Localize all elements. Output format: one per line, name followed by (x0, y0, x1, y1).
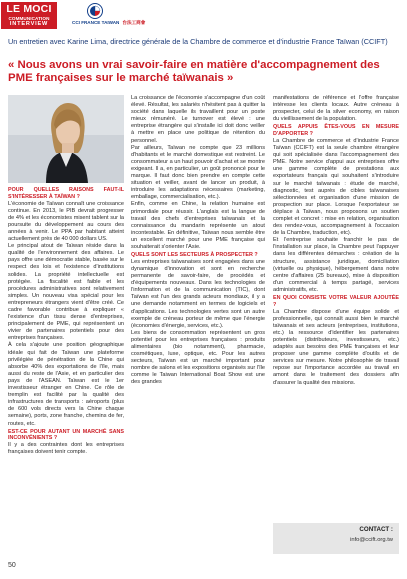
paragraph: L'économie de Taïwan connaît une croissance continue. En 2013, le PIB devrait progresser de 4% et les économistes misent tablent sur la poursuite du développement au cours des années à venir. Le PPA par habitant atteint actuellement près de 40 000 dollars US. (8, 200, 124, 243)
question-heading: EST-CE POUR AUTANT UN MARCHÉ SANS INCONVÉNIENTS ? (8, 428, 124, 442)
page-header (0, 0, 407, 34)
cci-emblem-icon (87, 3, 103, 19)
paragraph: Enfin, comme en Chine, la relation humaine est primordiale pour réussir. L'anglais est la langue de travail des chefs d'entreprises taïwanais et la connaissance du mandarin représente un atout incontestable. En définitive, Taïwan nous semble être un excellent marché pour une PME française qui souhaiterait s'orienter l'Asie. (131, 201, 265, 250)
paragraph: Il y a des contraintes dont les entreprises françaises doivent tenir compte. (8, 442, 124, 456)
logo-subtitle: COMMUNICATION (8, 15, 50, 21)
question-heading: EN QUOI CONSISTE VOTRE VALEUR AJOUTÉE ? (273, 295, 399, 308)
paragraph: La Chambre de commerce et d'industrie France Taïwan (CCIFT) est la seule chambre étrangère qui soit spécialisée dans l'accompagnement des PME. Notre service d'appui aux entreprises offre une gamme complète de prestations aux exportateurs français qui souhaitent s'introduire sur le marché taïwanais : étude de marché, diagnostic, test auprès de cibles taïwanaises sélectionnées et organisation d'une mission de prospection sur place. Lorsque l'exportateur se déplace à Taïwan, nous proposons un soutien complet et concret : mise en relation, organisation des rendez-vous, accompagnement à l'occasion de la Chambre, traduction, etc). (273, 137, 399, 237)
logo-interview: INTERVIEW (9, 21, 49, 28)
question-heading: QUELS SONT LES SECTEURS À PROSPECTER ? (131, 252, 258, 259)
question-heading: POUR QUELLES RAISONS FAUT-IL S'INTÉRESSER À TAÏWAN ? (8, 187, 124, 200)
paragraph: manifestations de référence et l'offre française intéresse les clients locaux. Autre créneau à prospecter, celui de la silver economy, en raison du vieillissement de la population. (273, 95, 399, 123)
paragraph: Les biens de consommation représentent un gros potentiel pour les entreprises françaises : produits alimentaires (bio notamment), pharmacie, cosmétiques, luxe, optique, etc. Pour les autres secteurs, Taïwan est un marché important pour nombre de salons et les expositions organisés sur l'île comme le Taiwan International Boat Show est une des grandes (131, 329, 265, 386)
paragraph: Et l'entreprise souhaite franchir le pas de l'installation sur place, la Chambre peut l'appuyer dans les différentes démarches : création de la structure, assistance juridique, domiciliation (virtuelle ou physique), hébergement dans notre centre d'affaires (25 bureaux), mise à disposition d'un commercial à temps partagé, services administratifs, etc. (273, 237, 399, 293)
logo-title: LE MOCI (6, 3, 52, 15)
contact-box (273, 523, 399, 554)
portrait-illustration (8, 95, 124, 183)
article-column-2 (131, 95, 265, 387)
article-subtitle: Un entretien avec Karine Lima, directrice générale de la Chambre de commerce et d'industrie France Taïwan (CCIFT) (8, 37, 388, 46)
paragraph: Par ailleurs, Taïwan ne compte que 23 millions d'habitants et le marché domestique est restreint. Le consommateur a un haut pouvoir d'achat et se montre exigeant. Il a, en particulier, un goût prononcé pour le marque. Il faut donc bien prendre en compte cette situation et veiller, avant de lancer un produit, à introduire les adaptations nécessaires (marketing, emballage, commercialisation, etc.). (131, 144, 265, 201)
article-column-1 (8, 186, 124, 456)
question-heading: QUELS APPUIS ÊTES-VOUS EN MESURE D'APPORTER ? (273, 124, 399, 138)
paragraph: Les entreprises taïwanaises sont engagées dans une dynamique d'innovation et sont en recherche permanente de savoir-faire, de procédés et d'équipements nouveaux. Dans les technologies de l'information et de la communication (TIC), dont Taïwan est l'un des grands acteurs mondiaux, il y a une demande notamment en termes de logiciels et d'applications. Les technologies vertes sont un autre exemple de créneau porteur de même que l'énergie (économies d'énergie, services, etc.). (131, 258, 265, 329)
paragraph: La croissance de l'économie s'accompagne d'un coût élevé. Résultat, les salariés n'hésitent pas à quitter la société dans laquelle ils travaillent pour un poste mieux rémunéré. Le turnover est élevé : une entreprise étrangère qui s'installe ici doit donc veiller à mettre en place une politique de rétention du personnel. (131, 95, 265, 144)
paragraph: La Chambre dispose d'une équipe solide et professionnelle, qui connaît aussi bien le marché taïwanais et ses acteurs (entreprises, institutions, etc.) la ressource d'identifier les partenaires potentiels (distributeurs, investisseurs, etc.) adaptés aux besoins des PME françaises et leur proposer une gamme complète d'outils et de services sur mesure. Notre philosophie de travail repose sur l'importance accordée au travail en amont dans le traitement des dossiers afin d'assurer la qualité des missions. (273, 308, 399, 386)
cci-name-zh: 台法工商會 (122, 20, 146, 25)
cci-name (72, 20, 146, 26)
paragraph: Le principal atout de Taïwan réside dans la qualité de l'environnement des affaires. Le pays offre une démocratie stable, basée sur le respect des lois et l'existence d'institutions solides. La propriété intellectuelle est protégée. La fiscalité est faible et les procédures administratives sont relativement simples. Un nouveau visa spécial pour les entrepreneurs étrangers vient d'être créé. Ce cadre favorable contribue à expliquer « l'existence d'un tissu dense d'entreprises, principalement de PME, qui représentent un vivier de partenaires potentiels pour des entreprises françaises. (8, 243, 124, 342)
article-headline: « Nous avons un vrai savoir-faire en matière d'accompagnement des PME françaises sur le marché taïwanais » (8, 59, 380, 84)
cci-name-fr: CCI FRANCE TAIWAN (72, 20, 120, 25)
le-moci-logo (1, 2, 57, 29)
article-column-3 (273, 95, 399, 387)
paragraph: À cela s'ajoute une position géographique idéale qui fait de Taïwan une plateforme privilégiée de pénétration de la Chine qui absorbe 40% des exportations de l'île, mais aussi du reste de l'Asie, et en particulier des pays de l'ASEAN. Taïwan est le 1er investisseur étranger en Chine. Ce rôle de tremplin est facilité par la qualité des infrastructures de transports : aéroports (plus de 600 vols directs vers la Chine chaque semaine), ports, zone franche, chemins de fer, routes, etc. (8, 342, 124, 427)
contact-email[interactable]: info@ccift.org.tw (350, 537, 393, 543)
page-number: 50 (8, 562, 16, 569)
cci-france-taiwan-logo (72, 3, 146, 31)
contact-title: CONTACT : (359, 526, 393, 533)
portrait-photo (8, 95, 124, 183)
